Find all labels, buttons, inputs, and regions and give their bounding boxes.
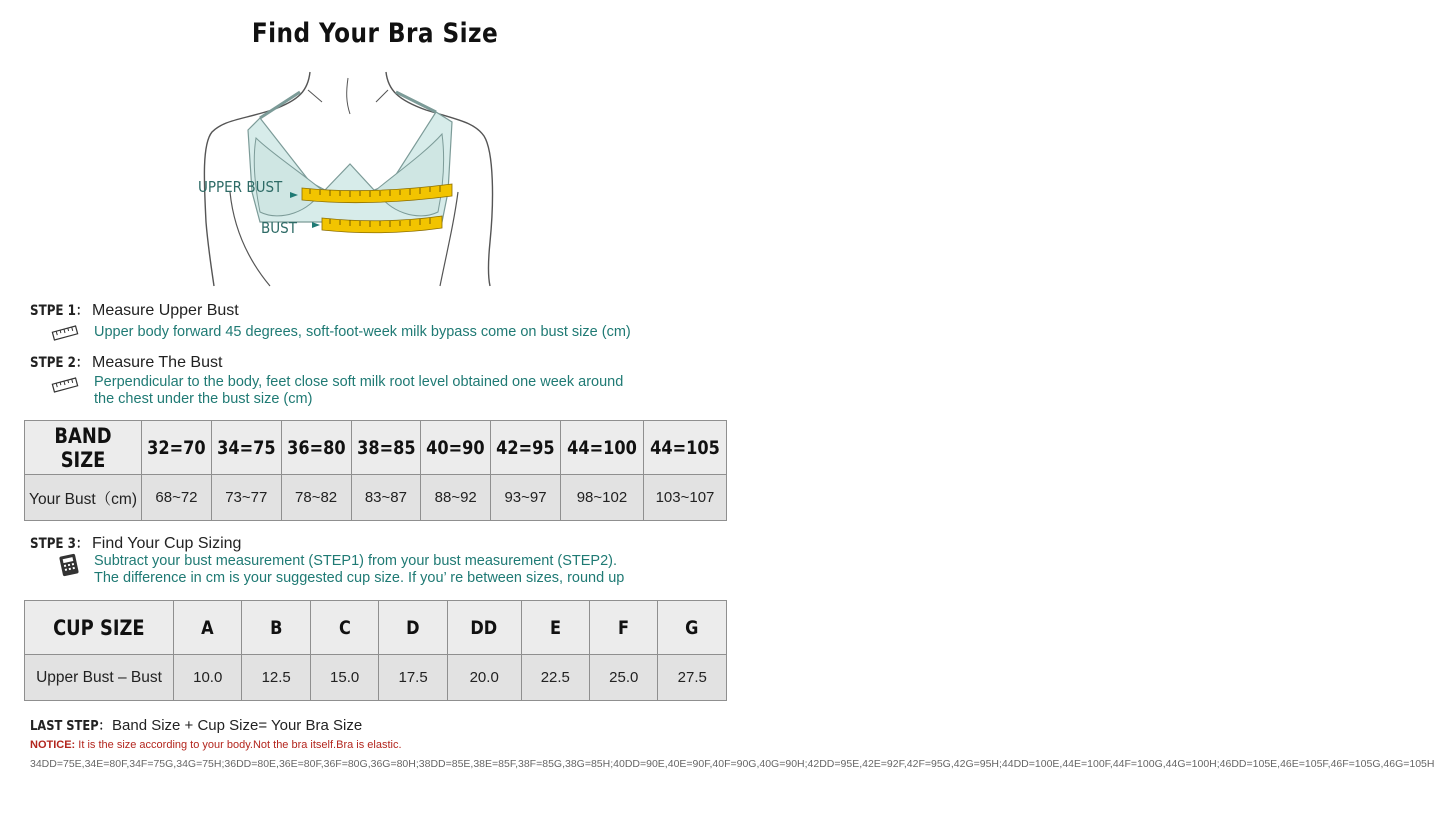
upper-bust-minus-bust-row — [25, 655, 727, 701]
band-size-cell: 38=85 — [351, 421, 421, 475]
step-3-description-line-1: Subtract your bust measurement (STEP1) from your bust measurement (STEP2). — [94, 553, 617, 569]
band-size-cell: 44=105 — [643, 421, 726, 475]
your-bust-row — [25, 475, 727, 521]
step-3-description — [94, 553, 624, 587]
ruler-icon — [52, 377, 78, 398]
notice — [30, 739, 402, 751]
cup-letter-cell: B — [242, 601, 310, 655]
difference-cell: 22.5 — [521, 655, 589, 701]
step-2-description-line-2: the chest under the bust size (cm) — [94, 391, 313, 407]
page-title: Find Your Bra Size — [251, 18, 499, 49]
step-3-description-line-2: The difference in cm is your suggested cup size. If you’ re between sizes, round up — [94, 570, 625, 586]
cup-letter-cell: C — [310, 601, 378, 655]
step-1-title: Measure Upper Bust — [92, 302, 239, 319]
bust-measurement-illustration — [190, 72, 510, 292]
cup-letter-cell: G — [658, 601, 727, 655]
cup-size-header: CUP SIZE — [25, 601, 174, 655]
bust-range-cell: 88~92 — [421, 475, 491, 521]
cup-letter-cell: DD — [447, 601, 521, 655]
band-size-cell: 40=90 — [421, 421, 491, 475]
band-size-header-row — [25, 421, 727, 475]
step-2-title: Measure The Bust — [92, 354, 223, 371]
bust-range-cell: 98~102 — [560, 475, 643, 521]
ruler-icon — [52, 325, 78, 346]
cup-letter-cell: A — [174, 601, 242, 655]
last-step — [30, 714, 362, 734]
your-bust-label: Your Bust（cm) — [25, 475, 142, 521]
cup-letter-cell: D — [379, 601, 447, 655]
upper-bust-label: UPPER BUST — [198, 178, 283, 196]
bust-range-cell: 103~107 — [643, 475, 726, 521]
cup-size-table — [24, 600, 727, 701]
band-size-cell: 44=100 — [560, 421, 643, 475]
step-3 — [30, 533, 241, 553]
step-2-label: STPE 2： — [30, 355, 88, 371]
step-2 — [30, 352, 222, 372]
bust-range-cell: 73~77 — [211, 475, 281, 521]
notice-text: It is the size according to your body.Not the bra itself.Bra is elastic. — [78, 739, 402, 751]
bust-label: BUST — [261, 219, 297, 237]
last-step-text: Band Size + Cup Size= Your Bra Size — [112, 717, 363, 734]
band-size-header: BAND SIZE — [25, 421, 142, 475]
step-2-description — [94, 374, 623, 408]
bust-range-cell: 93~97 — [491, 475, 561, 521]
difference-cell: 15.0 — [310, 655, 378, 701]
band-size-cell: 32=70 — [142, 421, 212, 475]
difference-cell: 20.0 — [447, 655, 521, 701]
difference-cell: 27.5 — [658, 655, 727, 701]
calculator-icon — [58, 554, 80, 581]
difference-cell: 12.5 — [242, 655, 310, 701]
bust-range-cell: 68~72 — [142, 475, 212, 521]
band-size-cell: 34=75 — [211, 421, 281, 475]
bust-range-cell: 78~82 — [281, 475, 351, 521]
difference-cell: 17.5 — [379, 655, 447, 701]
step-1-label: STPE 1： — [30, 303, 88, 319]
step-1 — [30, 300, 239, 320]
cup-letter-cell: E — [521, 601, 589, 655]
cup-letter-cell: F — [590, 601, 658, 655]
last-step-label: LAST STEP： — [30, 718, 111, 734]
band-size-cell: 36=80 — [281, 421, 351, 475]
band-size-cell: 42=95 — [491, 421, 561, 475]
step-2-description-line-1: Perpendicular to the body, feet close soft milk root level obtained one week around — [94, 374, 624, 390]
difference-cell: 25.0 — [590, 655, 658, 701]
notice-label: NOTICE: — [30, 739, 76, 751]
cup-size-header-row — [25, 601, 727, 655]
step-3-title: Find Your Cup Sizing — [92, 535, 242, 552]
size-conversion-codes: 34DD=75E,34E=80F,34F=75G,34G=75H;36DD=80E,36E=80F,36F=80G,36G=80H;38DD=85E,38E=85F,38F=85G,38G=85H;40DD=90E,40E=90F,40F=90G,40G=90H;42DD=95E,42E=92F,42F=95G,42G=95H;44DD=100E,44E=100F,44F=100G,44G=100H;46DD=105E,46E=105F,46F=105G,46G=105H — [30, 758, 1434, 770]
band-size-table — [24, 420, 727, 521]
step-1-description: Upper body forward 45 degrees, soft-foot-week milk bypass come on bust size (cm) — [94, 324, 631, 340]
difference-cell: 10.0 — [174, 655, 242, 701]
upper-bust-minus-bust-label: Upper Bust – Bust — [25, 655, 174, 701]
step-3-label: STPE 3： — [30, 536, 88, 552]
bust-range-cell: 83~87 — [351, 475, 421, 521]
